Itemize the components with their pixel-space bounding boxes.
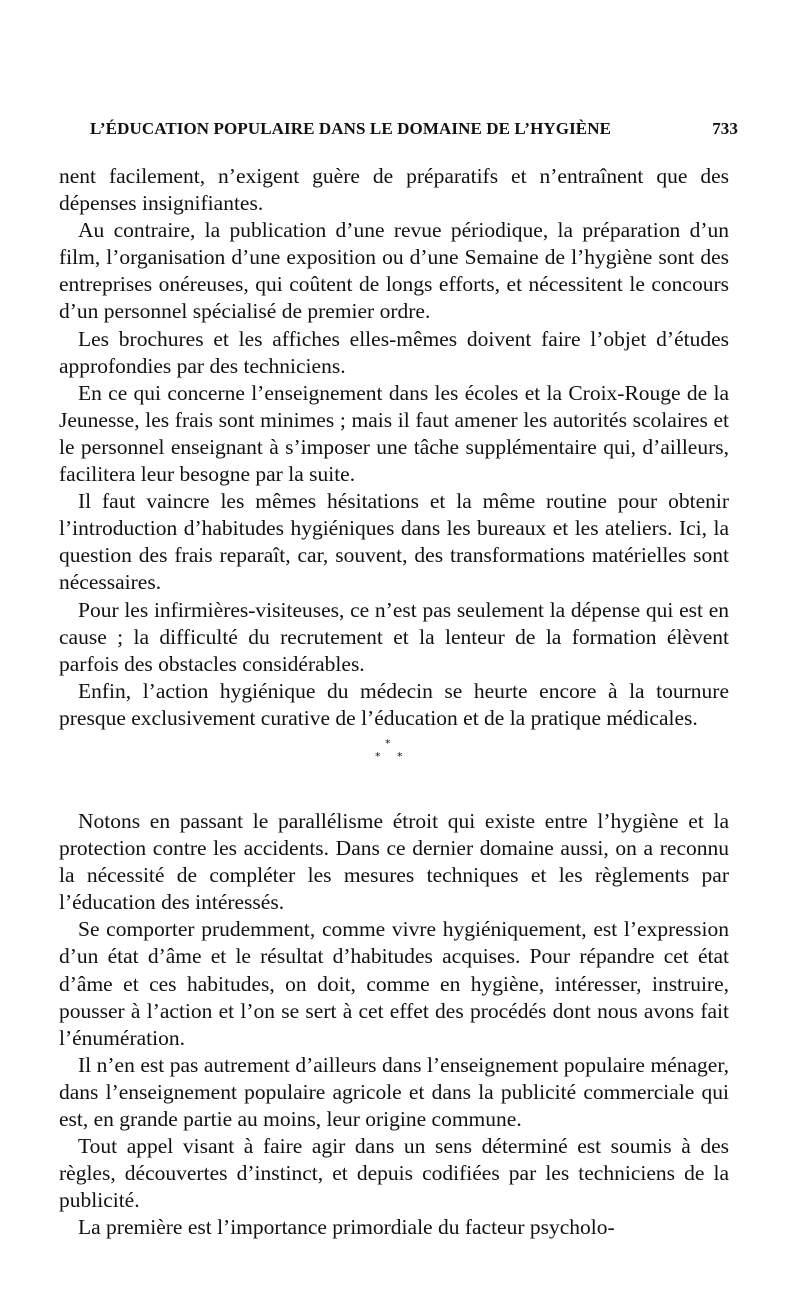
asterism-star: * [397,749,403,763]
section-break-asterism [59,732,729,808]
paragraph: Notons en passant le parallélisme étroit qui existe entre l’hygiène et la protection contre les accidents. Dans ce dernier domaine aussi, on a reconnu la nécessité de compléter les mesures techniques et les règlements par l’éducation des intéressés. [59,808,729,915]
running-header [62,119,738,143]
paragraph-continued: nent facilement, n’exigent guère de préparatifs et n’entraînent que des dépenses insignifiantes. [59,164,729,216]
paragraph: Les brochures et les affiches elles-mêmes doivent faire l’objet d’études approfondies par des techniciens. [59,326,729,378]
paragraph: Se comporter prudemment, comme vivre hygiéniquement, est l’expression d’un état d’âme et le résultat d’habitudes acquises. Pour répandre cet état d’âme et ces habitudes, on doit, comme en hygiène, intéresser, instruire, pousser à l’action et l’on se sert à cet effet des procédés dont nous avons fait l’énumération. [59,917,729,1050]
asterism-star: * [385,736,391,750]
body-text [59,163,729,1241]
asterism-star: * [375,749,381,763]
page-number: 733 [712,119,738,138]
paragraph: Pour les infirmières-visiteuses, ce n’est pas seulement la dépense qui est en cause ; la difficulté du recrutement et la lenteur de la formation élèvent parfois des obstacles considérables. [59,597,729,676]
paragraph: Il n’en est pas autrement d’ailleurs dans l’enseignement populaire ménager, dans l’enseignement populaire agricole et dans la publicité commerciale qui est, en grande partie au moins, leur origine commune. [59,1052,729,1131]
paragraph: En ce qui concerne l’enseignement dans les écoles et la Croix-Rouge de la Jeunesse, les frais sont minimes ; mais il faut amener les autorités scolaires et le personnel enseignant à s’imposer une tâche supplémentaire qui, d’ailleurs, facilitera leur besogne par la suite. [59,380,729,487]
paragraph: La première est l’importance primordiale du facteur psycholo- [78,1215,615,1240]
paragraph: Au contraire, la publication d’une revue périodique, la préparation d’un film, l’organisation d’une exposition ou d’une Semaine de l’hygiène sont des entreprises onéreuses, qui coûtent de longs efforts, et nécessitent le concours d’un personnel spécialisé de premier ordre. [59,218,729,324]
running-header-title: L’ÉDUCATION POPULAIRE DANS LE DOMAINE DE L’HYGIÈNE [90,119,612,138]
paragraph: Enfin, l’action hygiénique du médecin se heurte encore à la tournure presque exclusivement curative de l’éducation et de la pratique médicales. [59,678,729,730]
paragraph: Tout appel visant à faire agir dans un sens déterminé est soumis à des règles, découvertes d’instinct, et depuis codifiées par les techniciens de la publicité. [59,1134,729,1213]
paragraph: Il faut vaincre les mêmes hésitations et la même routine pour obtenir l’introduction d’habitudes hygiéniques dans les bureaux et les ateliers. Ici, la question des frais reparaît, car, souvent, des transformations matérielles sont nécessaires. [59,489,729,595]
